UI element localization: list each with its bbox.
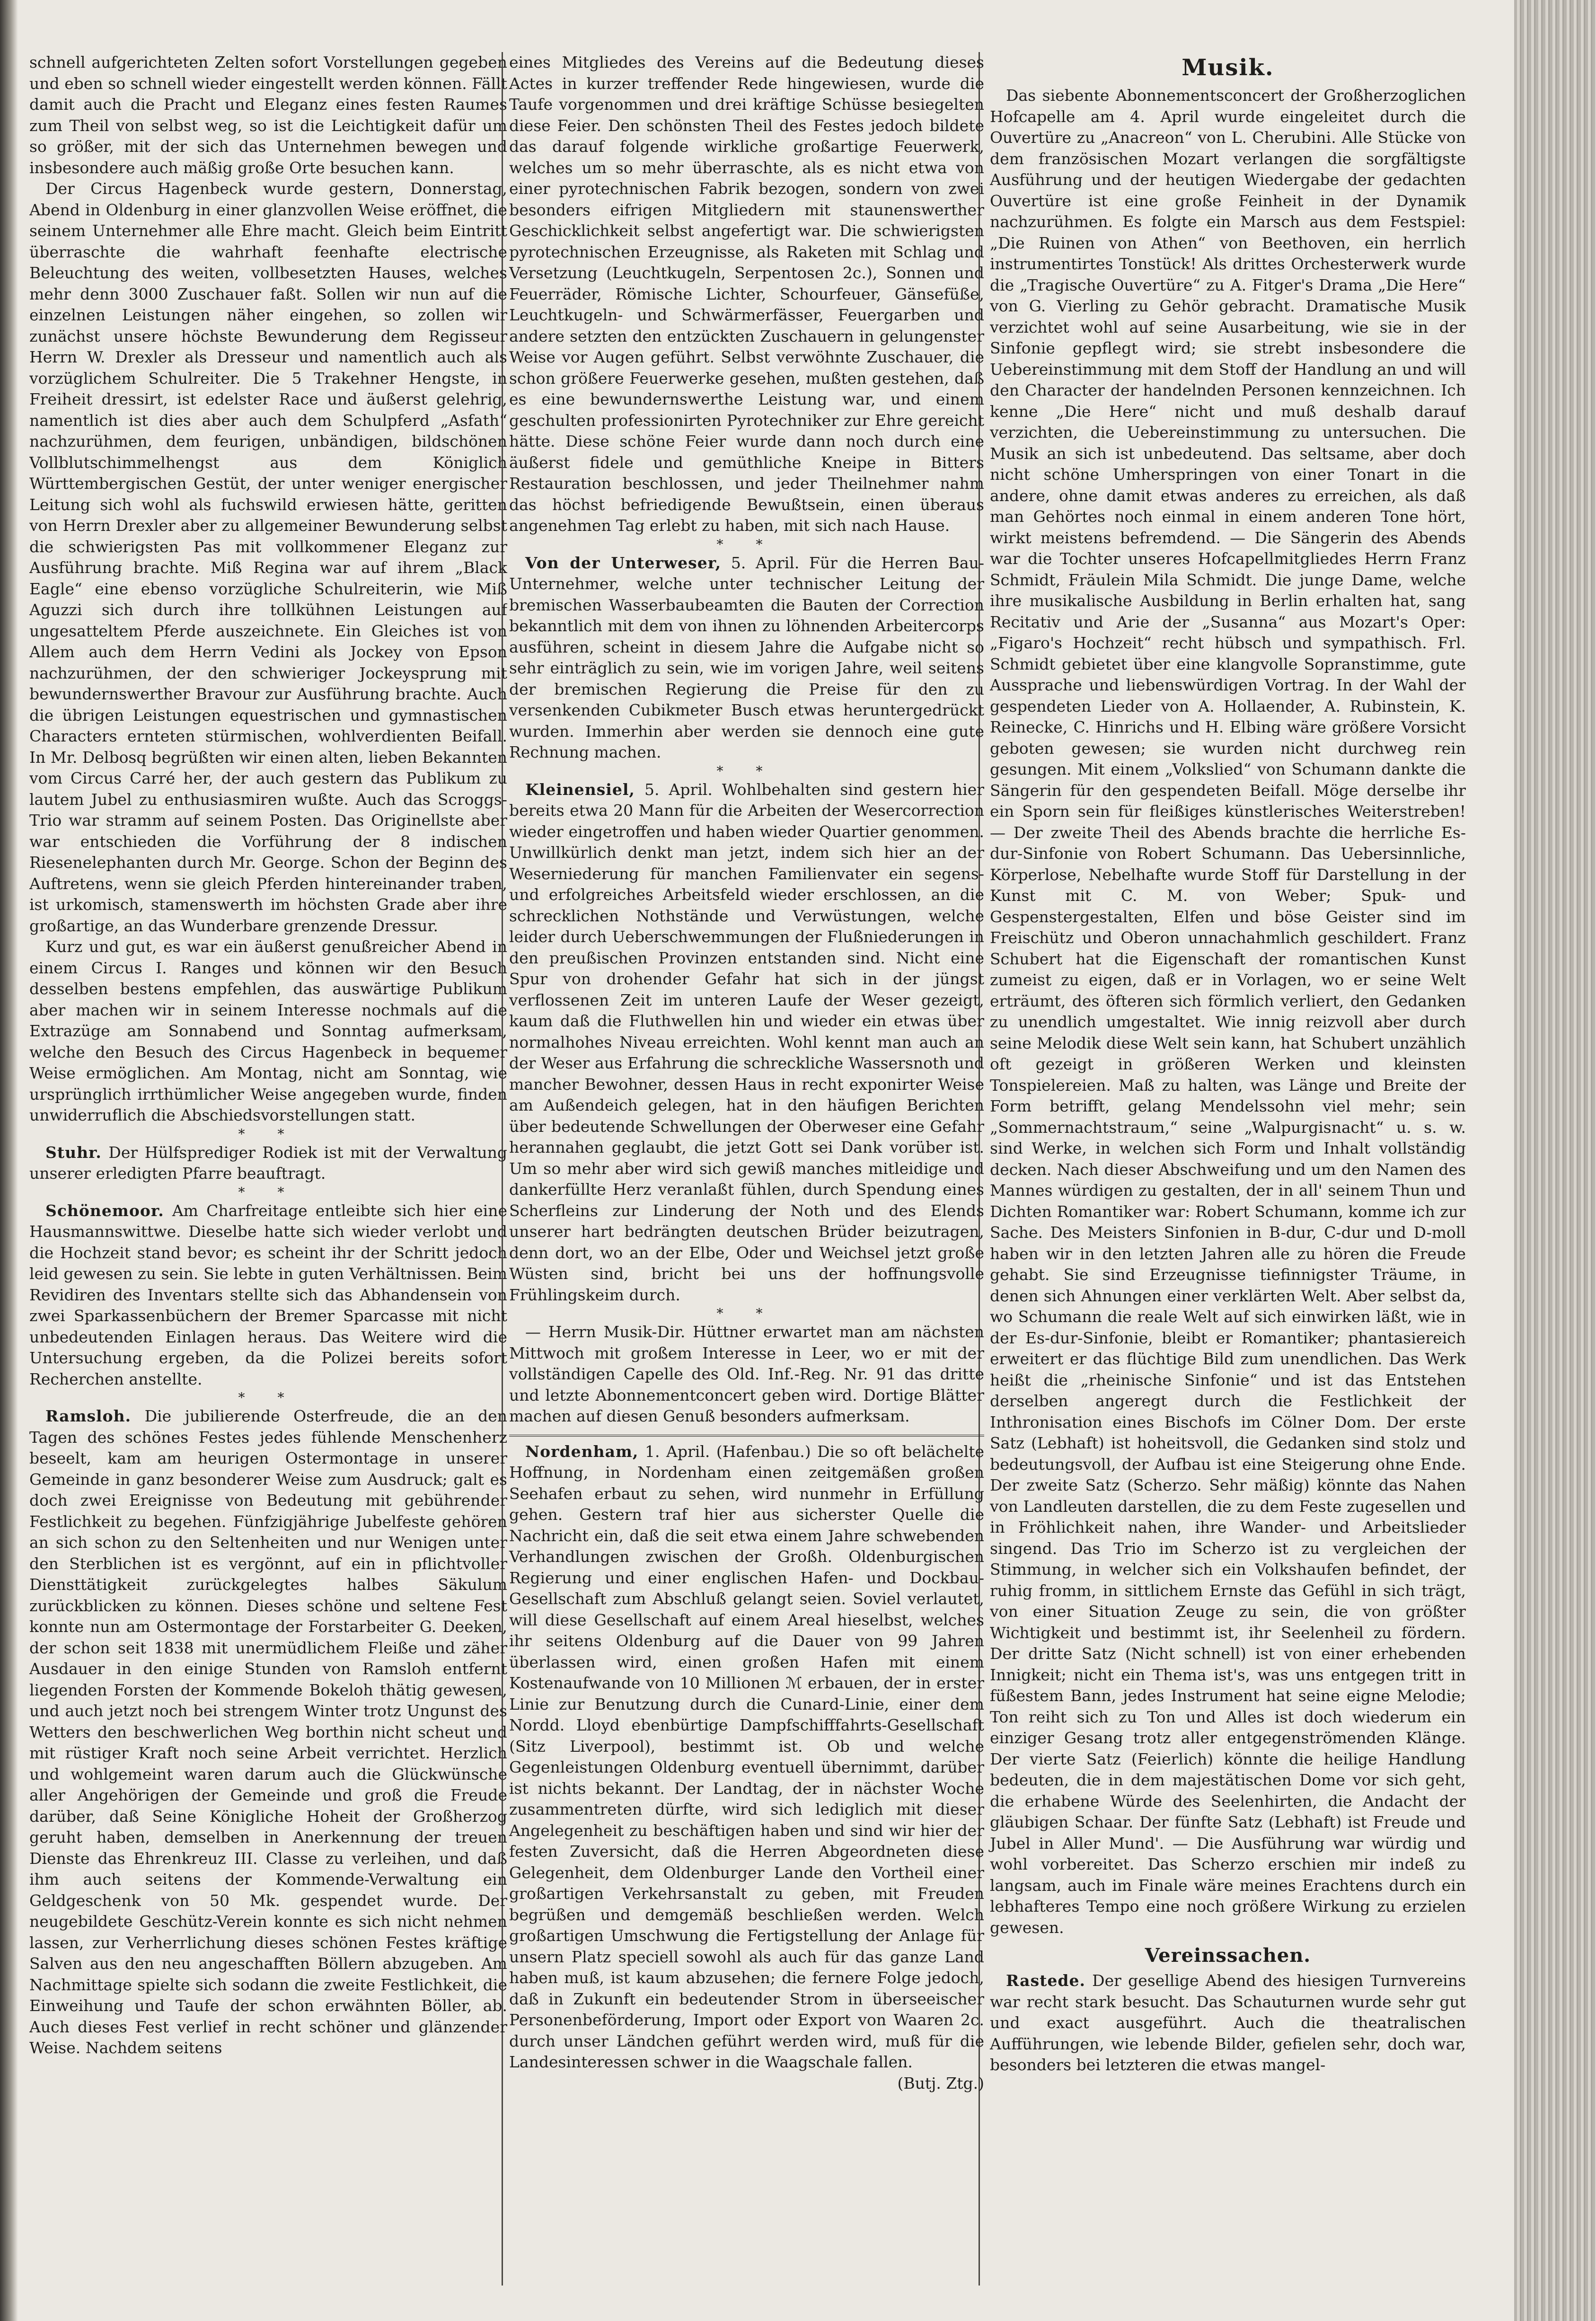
news-item-text: 1. April. (Hafenbau.) Die so oft belächelte Hoffnung, in Nordenham einen zeitgemäßen großen Seehafen erbaut zu sehen, wird nunmehr in Erfüllung gehen. Gestern traf hier aus sicherster Quelle die Nachricht ein, daß die seit etwa einem Jahre schwebenden Verhandlungen zwischen der Großh. Oldenburgischen Regierung und einer englischen Hafen- und Dockbau-Gesellschaft zum Abschluß gelangt seien. Soviel verlautet, will diese Gesellschaft auf einem Areal hieselbst, welches ihr seitens Oldenburg auf die Dauer von 99 Jahren überlassen wird, einen großen Hafen mit einem Kostenaufwande von 10 Millionen ℳ erbauen, der in erster Linie zur Benutzung durch die Cunard-Linie, einer dem Nordd. Lloyd ebenbürtige Dampfschifffahrts-Gesellschaft (Sitz Liverpool), bestimmt ist. Ob und welche Gegenleistungen Oldenburg eventuell übernimmt, darüber ist nichts bekannt. Der Landtag, der in nächster Woche zusammentreten dürfte, wird sich lediglich mit dieser Angelegenheit zu beschäftigen haben und sind wir hier der festen Zuversicht, daß die Herren Abgeordneten diese Gelegenheit, dem Oldenburger Lande den Vortheil einer großartigen Verkehrsanstalt zu geben, mit Freuden begrüßen und demgemäß beschließen werden. Welch großartigen Umschwung die Fertigstellung der Anlage für unsern Platz speciell sowohl als auch für das ganze Land haben muß, ist kaum abzusehen; die fernere Folge jedoch, daß in Zukunft ein bedeutender Strom in überseeischer Personenbeförderung, Import oder Export von Waaren 2c. durch unser Ländchen geführt werden wird, muß für die Landesinteressen schwer in die Waagschale fallen.	[509, 1442, 984, 2071]
separator-asterisks: * *	[716, 1306, 777, 1321]
news-item	[29, 1406, 507, 2059]
news-item-place: Kleinensiel,	[525, 780, 635, 799]
paragraph: schnell aufgerichteten Zelten sofort Vorstellungen gegeben und eben so schnell wieder eingestellt werden können. Fällt damit auch die Pracht und Eleganz eines festen Raumes zum Theil von selbst weg, so ist die Leichtigkeit dafür um so größer, mit der sich das Unternehmen bewegen und insbesondere auch mäßig große Orte besuchen kann.	[29, 53, 507, 177]
section-divider	[509, 1435, 984, 1437]
news-item-text: Der gesellige Abend des hiesigen Turnvereins war recht stark besucht. Das Schauturnen wurde sehr gut und exact ausgeführt. Auch die theatralischen Aufführungen, wie lebende Bilder, gefielen sehr, doch war, besonders bei letzteren die etwas mangel-	[990, 1971, 1466, 2074]
separator-asterisks: * *	[238, 1126, 299, 1142]
paragraph: eines Mitgliedes des Vereins auf die Bedeutung dieses Actes in kurzer treffender Rede hingewiesen, wurde die Taufe vorgenommen und drei kräftige Schüsse besiegelten diese Feier. Den schönsten Theil des Festes jedoch bildete das darauf folgende wirkliche großartige Feuerwerk, welches um so mehr überraschte, als es nicht etwa von einer pyrotechnischen Fabrik bezogen, sondern von zwei besonders eifrigen Mitgliedern mit staunenswerther Geschicklichkeit selbst angefertigt war. Die schwierigsten pyrotechnischen Erzeugnisse, als Raketen mit Schlag und Versetzung (Leuchtkugeln, Serpentosen 2c.), Sonnen und Feuerräder, Römische Lichter, Schourfeuer, Gänsefüße, Leuchtkugeln- und Schwärmerfässer, Feuergarben und andere setzten den entzückten Zuschauern in gelungenster Weise vor Augen geführt. Selbst verwöhnte Zuschauer, die schon größere Feuerwerke gesehen, mußten gestehen, daß es eine bewundernswerthe Leistung war, und einem geschulten professionirten Pyrotechniker zur Ehre gereicht hätte. Diese schöne Feier wurde dann noch durch eine äußerst fidele und gemüthliche Kneipe in Bitters Restauration beschlossen, und jeder Theilnehmer nahm das höchst befriedigende Bewußtsein, einen überaus angenehmen Tag erlebt zu haben, mit sich nach Hause.	[509, 53, 984, 535]
news-item-place: Ramsloh.	[45, 1407, 132, 1425]
paragraph: Der Circus Hagenbeck wurde gestern, Donnerstag, Abend in Oldenburg in einer glanzvollen Weise eröffnet, die seinem Unternehmer alle Ehre macht. Gleich beim Eintritt überraschte die wahrhaft feenhafte electrische Beleuchtung des weiten, vollbesetzten Hauses, welches mehr denn 3000 Zuschauer faßt. Sollen wir nun auf die einzelnen Leistungen näher eingehen, so zollen wir zunächst unsere höchste Bewunderung dem Regisseur Herrn W. Drexler als Dresseur und namentlich auch als vorzüglichem Schulreiter. Die 5 Trakehner Hengste, in Freiheit dressirt, ist edelster Race und äußerst gelehrig, namentlich ist dies aber auch dem Schulpferd „Asfath“ nachzurühmen, dem feurigen, unbändigen, bildschönen Vollblutschimmelhengst aus dem Königlich Württembergischen Gestüt, der unter weniger energischer Leitung sich wohl als fuchswild erwiesen hätte, geritten von Herrn Drexler aber zu allgemeiner Bewunderung selbst die schwierigsten Pas mit vollkommener Eleganz zur Ausführung brachte. Miß Regina war auf ihrem „Black Eagle“ eine ebenso vorzügliche Schulreiterin, wie Miß Aguzzi sich durch ihre tollkühnen Leistungen auf ungesatteltem Pferde auszeichnete. Ein Gleiches ist von Allem auch dem Herrn Vedini als Jockey von Epson nachzurühmen, der den schwieriger Jockeysprung mit bewundernswerther Bravour zur Ausführung brachte. Auch die übrigen Leistungen equestrischen und gymnastischen Characters ernteten stürmischen, wohlverdienten Beifall. In Mr. Delbosq begrüßten wir einen alten, lieben Bekannten vom Circus Carré her, der auch gestern das Publikum zu lautem Jubel zu enthusiasmiren wußte. Auch das Scroggs-Trio war stramm auf seinem Posten. Das Originellste aber war entschieden die Vorführung der 8 indischen Riesenelephanten durch Mr. George. Schon der Beginn des Auftretens, wenn sie gleich Pferden hintereinander traben, ist urkomisch, stamenswerth im höchsten Grade aber ihre großartige, an das Wunderbare grenzende Dressur.	[29, 179, 507, 935]
page-binding	[0, 0, 18, 2321]
news-item-text: Die jubilierende Osterfreude, die an den Tagen des schönes Festes jedes fühlende Menschenherz beseelt, kam am heurigen Ostermontage in unserer Gemeinde in ganz besonderer Weise zum Ausdruck; galt es doch zwei Ereignisse von Bedeutung mit gebührender Festlichkeit zu begehen. Fünfzigjährige Jubelfeste gehören an sich schon zu den Seltenheiten und nur Wenigen unter den Sterblichen ist es vergönnt, auf ein in pflichtvoller Diensttätigkeit zurückgelegtes halbes Säkulum zurückblicken zu können. Dieses schöne und seltene Fest konnte nun am Ostermontage der Forstarbeiter G. Deeken, der schon seit 1838 mit unermüdlichem Fleiße und zäher Ausdauer in den einige Stunden von Ramsloh entfernt liegenden Forsten der Kommende Bokeloh thätig gewesen, und auch jetzt noch bei strengem Winter trotz Ungunst des Wetters den beschwerlichen Weg borthin nicht scheut und mit rüstiger Kraft noch seine Arbeit verrichtet. Herzlich und wohlgemeint waren darum auch die Glückwünsche aller Angehörigen der Gemeinde und groß die Freude darüber, daß Seine Königliche Hoheit der Großherzog geruht haben, demselben in Anerkennung der treuen Dienste das Ehrenkreuz III. Classe zu verleihen, und daß ihm auch seitens der Kommende-Verwaltung ein Geldgeschenk von 50 Mk. gespendet wurde. Der neugebildete Geschütz-Verein konnte es sich nicht nehmen lassen, zur Verherrlichung dieses schönen Festes kräftige Salven aus den neu angeschafften Böllern abzugeben. Am Nachmittage spielte sich sodann die zweite Festlichkeit, die Einweihung und Taufe der schon erwähnten Böller, ab. Auch dieses Fest verlief in recht schöner und glänzender Weise. Nachdem seitens	[29, 1407, 507, 2057]
news-item	[29, 1200, 507, 1390]
news-item	[29, 1142, 507, 1184]
separator-asterisks: * *	[238, 1390, 299, 1405]
news-item	[509, 1441, 984, 2073]
paragraph: Das siebente Abonnementsconcert der Großherzoglichen Hofcapelle am 4. April wurde eingeleitet durch die Ouvertüre zu „Anacreon“ von L. Cherubini. Alle Stücke von dem französischen Mozart verlangen die sorgfältigste Ausführung und der heutigen Wiedergabe der gedachten Ouvertüre ist eine große Feinheit in der Dynamik nachzurühmen. Es folgte ein Marsch aus dem Festspiel: „Die Ruinen von Athen“ von Beethoven, ein herrlich instrumentirtes Tonstück! Als drittes Orchesterwerk wurde die „Tragische Ouvertüre“ zu A. Fitger's Drama „Die Here“ von G. Vierling zu Gehör gebracht. Dramatische Musik verzichtet wohl auf seine Ausarbeitung, wie sie in der Sinfonie gepflegt wird; sie strebt insbesondere die Uebereinstimmung mit dem Stoff der Handlung an und will den Character der handelnden Personen kennzeichnen. Ich kenne „Die Here“ nicht und muß deshalb darauf verzichten, die Uebereinstimmung zu untersuchen. Die Musik an sich ist unbedeutend. Das seltsame, aber doch nicht schöne Umherspringen von einer Tonart in die andere, ohne damit etwas anderes zu erreichen, als daß man Gehörtes noch einmal in einem anderen Tone hört, wirkt meistens befremdend. — Die Sängerin des Abends war die Tochter unseres Hofcapellmitgliedes Herrn Franz Schmidt, Fräulein Mila Schmidt. Die junge Dame, welche ihre musikalische Ausbildung in Berlin erhalten hat, sang Recitativ und Arie der „Susanna“ aus Mozart's Oper: „Figaro's Hochzeit“ recht hübsch und sympathisch. Frl. Schmidt gebietet über eine klangvolle Sopranstimme, gute Aussprache und liebenswürdigen Vortrag. In der Wahl der gespendeten Lieder von A. Hollaender, A. Rubinstein, K. Reinecke, C. Hinrichs und H. Elbing wäre größere Vorsicht geboten gewesen; sie wurden nicht durchweg rein gesungen. Mit einem „Volkslied“ von Schumann dankte die Sängerin für den gespendeten Beifall. Möge derselbe ihr ein Sporn sein für fleißiges künstlerisches Weiterstreben! — Der zweite Theil des Abends brachte die herrliche Es-dur-Sinfonie von Robert Schumann. Das Uebersinnliche, Körperlose, Nebelhafte wurde Stoff für Darstellung in der Kunst mit C. M. von Weber; Spuk- und Gespenstergestalten, Elfen und böse Geister sind im Freischütz und Oberon unnachahmlich geschildert. Franz Schubert hat die Eigenschaft der romantischen Kunst zumeist zu eigen, daß er in Vorlagen, wo er seine Welt erträumt, des öfteren sich förmlich verliert, den Gedanken zu unendlich umgestaltet. Wie innig reizvoll aber durch seine Melodik diese Welt sein kann, hat Schubert unzählich oft gezeigt in größeren Werken und kleinsten Tonspielereien. Maß zu halten, was Länge und Breite der Form betrifft, gelang Mendelssohn viel mehr; sein „Sommernachtstraum,“ seine „Walpurgisnacht“ u. s. w. sind Werke, in welchen sich Form und Inhalt vollständig decken. Nach dieser Abschweifung und um den Namen des Mannes würdigen zu gestalten, der in all' seinem Thun und Dichten Romantiker war: Robert Schumann, komme ich zur Sache. Des Meisters Sinfonien in B-dur, C-dur und D-moll haben wir in den letzten Jahren alle zu hören die Freude gehabt. Sie sind Erzeugnisse tiefinnigster Träume, in denen sich Ahnungen einer verklärten Welt. Aber selbst da, wo Schumann die reale Welt auf sich einwirken läßt, wie in der Es-dur-Sinfonie, bleibt er Romantiker; phantasiereich erweitert er das flüchtige Bild zum unendlichen. Das Werk heißt die „rheinische Sinfonie“ und ist das Entstehen derselben angeregt durch die Festlichkeit der Inthronisation eines Bischofs im Cölner Dom. Der erste Satz (Lebhaft) ist hoheitsvoll, die Gedanken sind stolz und bedeutungsvoll, der Aufbau ist eine Steigerung ohne Ende. Der zweite Satz (Scherzo. Sehr mäßig) könnte das Nahen von Landleuten darstellen, die zu dem Feste zugesellen und in Fröhlichkeit nahen, ihre Wander- und Arbeitslieder singend. Das Trio im Scherzo ist zu vergleichen der Stimmung, in welcher sich ein Volkshaufen befindet, der ruhig fromm, in sittlichem Ernste das Gefühl in sich trägt, von einer Situation Zeuge zu sein, die von größter Wichtigkeit und bestimmt ist, ihr Seelenheil zu fördern. Der dritte Satz (Nicht schnell) ist von einer erhebenden Innigkeit; nicht ein Thema ist's, was uns entgegen tritt in füßestem Bann, jedes Instrument hat seine eigne Melodie; Ton reiht sich zu Ton und Alles ist doch wiederum ein einziger Gesang trotz aller entgegenströmenden Klänge. Der vierte Satz (Feierlich) könnte die heilige Handlung bedeuten, die in dem majestätischen Dome vor sich geht, die erhabene Würde des Seelenhirten, die Andacht der gläubigen Schaar. Der fünfte Satz (Lebhaft) ist Freude und Jubel in Aller Mund'. — Die Ausführung war würdig und wohl vorbereitet. Das Scherzo erschien mir indeß zu langsam, auch im Finale wäre meines Erachtens durch ein lebhafteres Tempo eine noch größere Wirkung zu erzielen gewesen.	[990, 86, 1466, 1937]
separator-asterisks: * *	[238, 1184, 299, 1200]
news-item-place: Nordenham,	[525, 1442, 639, 1461]
news-item-text: Der Hülfsprediger Rodiek ist mit der Verwaltung unserer erledigten Pfarre beauftragt.	[29, 1143, 507, 1183]
paragraph: Kurz und gut, es war ein äußerst genußreicher Abend in einem Circus I. Ranges und können wir den Besuch desselben bestens empfehlen, das auswärtige Publikum aber machen wir in seinem Interesse nochmals auf die Extrazüge am Sonnabend und Sonntag aufmerksam, welche den Besuch des Circus Hagenbeck in bequemer Weise ermöglichen. Am Montag, nicht am Sonntag, wie ursprünglich irrthümlicher Weise angegeben wurde, finden unwiderruflich die Abschiedsvorstellungen statt.	[29, 937, 507, 1124]
section-heading: Musik.	[1182, 54, 1274, 81]
separator-asterisks: * *	[716, 763, 777, 779]
source-attribution: (Butj. Ztg.)	[897, 2074, 984, 2092]
column-3	[983, 52, 1466, 2295]
news-item-place: Rastede.	[1006, 1971, 1085, 1990]
column-2	[506, 52, 984, 2295]
news-item-text: Am Charfreitage entleibte sich hier eine Hausmannswittwe. Dieselbe hatte sich wieder verlobt und die Hochzeit stand bevor; es scheint ihr der Schritt jedoch leid gewesen zu sein. Sie lebte in guten Verhältnissen. Beim Revidiren des Inventars stellte sich das Abhandensein von zwei Sparkassenbüchern der Bremer Sparcasse mit nicht unbedeutenden Einlagen heraus. Das Weitere wird die Untersuchung ergeben, da die Polizei bereits sofort Recherchen anstellte.	[29, 1201, 507, 1388]
news-item-place: Stuhr.	[45, 1143, 102, 1162]
news-item-text: 5. April. Wohlbehalten sind gestern hier bereits etwa 20 Mann für die Arbeiten der Wesercorrection wieder eingetroffen und haben wieder Quartier genommen. Unwillkürlich denkt man jetzt, indem sich hier an der Weserniederung für manchen Familienvater ein segens- und erfolgreiches Arbeitsfeld wieder erschlossen, an die schrecklichen Nothstände und Verwüstungen, welche leider durch Ueberschwemmungen der Flußniederungen in den preußischen Provinzen entstanden sind. Nicht eine Spur von drohender Gefahr hat sich in der jüngst verflossenen Zeit im unteren Laufe der Weser gezeigt, kaum daß die Fluthwellen hin und wieder ein etwas über normalhohes Niveau erreichten. Wohl kennt man auch an der Weser aus Erfahrung die schreckliche Wassersnoth und mancher Bewohner, dessen Haus in recht exponirter Weise am Außendeich gelegen, hat in den häufigen Berichten über bedeutende Schwellungen der Oberweser eine Gefahr herannahen geglaubt, die jetzt Gott sei Dank vorüber ist. Um so mehr aber wird sich gewiß manches mitleidige und dankerfüllte Herz veranlaßt fühlen, durch Spendung eines Scherfleins zur Linderung der Noth und des Elends unserer hart bedrängten deutschen Brüder beizutragen, denn dort, wo an der Elbe, Oder und Weichsel jetzt große Wüsten sind, bricht bei uns der hoffnungsvolle Frühlingskeim durch.	[509, 780, 984, 1304]
column-1	[29, 52, 507, 2295]
news-item-text: 5. April. Für die Herren Bau-Unternehmer, welche unter technischer Leitung der bremischen Wasserbaubeamten die Bauten der Correction bekanntlich mit dem von ihnen zu löhnenden Arbeitercorps ausführen, scheint in diesem Jahre die Aufgabe nicht so sehr einträglich zu sein, wie im vorigen Jahre, weil seitens der bremischen Regierung die Preise für den zu versenkenden Cubikmeter Busch etwas heruntergedrückt wurden. Immerhin aber werden sie dennoch eine gute Rechnung machen.	[509, 553, 984, 761]
news-item-place: Schönemoor.	[45, 1201, 164, 1220]
news-item	[990, 1970, 1466, 2076]
separator-asterisks: * *	[716, 536, 777, 552]
news-item	[509, 779, 984, 1306]
paragraph: — Herrn Musik-Dir. Hüttner erwartet man am nächsten Mittwoch mit großem Interesse in Leer, wo er mit der vollständigen Capelle des Old. Inf.-Reg. Nr. 91 das dritte und letzte Abonnementconcert geben wird. Dortige Blätter machen auf diesen Genuß besonders aufmerksam.	[509, 1323, 984, 1425]
page-stack-edge	[1514, 0, 1596, 2321]
subsection-heading: Vereinssachen.	[1145, 1944, 1311, 1967]
news-item-place: Von der Unterweser,	[525, 553, 722, 572]
news-item	[509, 553, 984, 763]
